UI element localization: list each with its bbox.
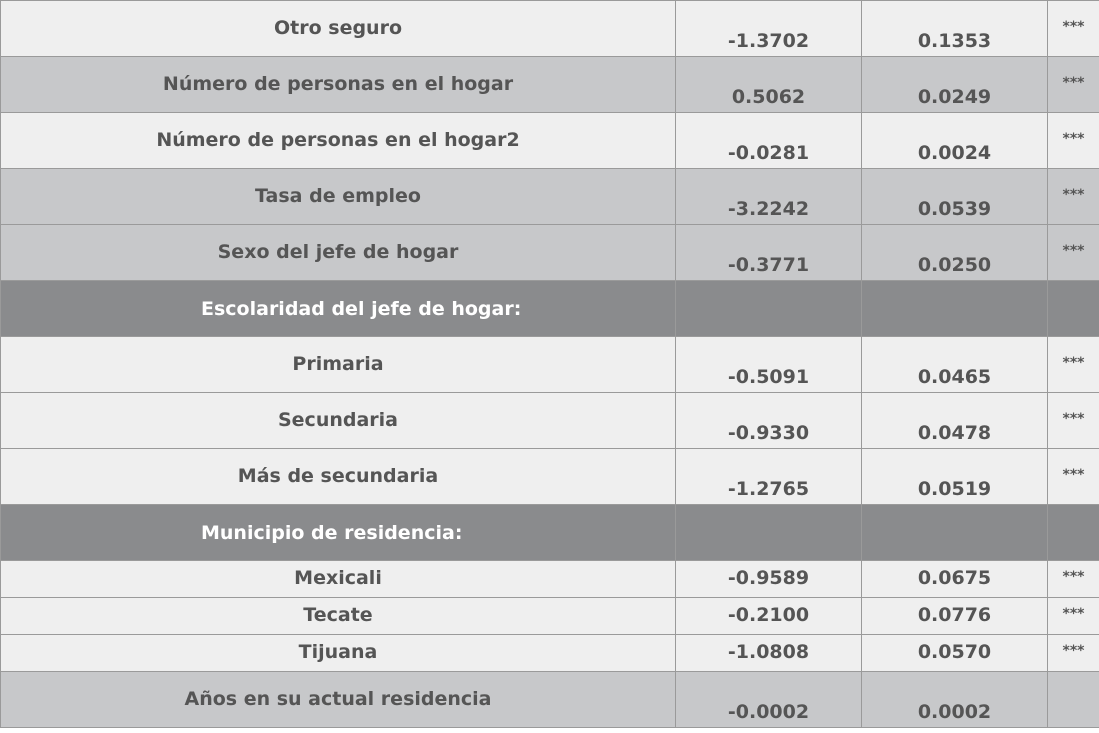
coefficient-cell: -0.0002 — [676, 672, 862, 728]
significance-cell: *** — [1048, 1, 1099, 57]
variable-label: Secundaria — [1, 393, 676, 449]
std-error-cell: 0.0024 — [862, 113, 1048, 169]
variable-label: Años en su actual residencia — [1, 672, 676, 728]
coefficient-cell — [676, 505, 862, 561]
table-row — [1, 449, 1099, 505]
table-row — [1, 598, 1099, 635]
variable-label: Tasa de empleo — [1, 169, 676, 225]
variable-label: Otro seguro — [1, 1, 676, 57]
std-error-cell — [862, 505, 1048, 561]
table-row — [1, 393, 1099, 449]
coefficient-cell: -0.9330 — [676, 393, 862, 449]
coefficient-cell: -1.2765 — [676, 449, 862, 505]
table-row — [1, 113, 1099, 169]
std-error-cell: 0.0465 — [862, 337, 1048, 393]
significance-cell: *** — [1048, 337, 1099, 393]
variable-label: Primaria — [1, 337, 676, 393]
significance-cell: *** — [1048, 635, 1099, 672]
significance-cell: *** — [1048, 449, 1099, 505]
variable-label: Número de personas en el hogar2 — [1, 113, 676, 169]
std-error-cell: 0.0776 — [862, 598, 1048, 635]
variable-label: Número de personas en el hogar — [1, 57, 676, 113]
significance-cell: *** — [1048, 169, 1099, 225]
section-header-label: Municipio de residencia: — [1, 505, 676, 561]
significance-cell: *** — [1048, 57, 1099, 113]
significance-cell: *** — [1048, 561, 1099, 598]
coefficient-cell: -1.3702 — [676, 1, 862, 57]
variable-label: Tijuana — [1, 635, 676, 672]
coefficient-cell: -0.2100 — [676, 598, 862, 635]
std-error-cell: 0.0519 — [862, 449, 1048, 505]
section-header-label: Escolaridad del jefe de hogar: — [1, 281, 676, 337]
std-error-cell: 0.0539 — [862, 169, 1048, 225]
significance-cell: *** — [1048, 393, 1099, 449]
table-row — [1, 57, 1099, 113]
coefficient-cell: 0.5062 — [676, 57, 862, 113]
coefficient-cell: -0.3771 — [676, 225, 862, 281]
std-error-cell: 0.0478 — [862, 393, 1048, 449]
std-error-cell: 0.0002 — [862, 672, 1048, 728]
table-row — [1, 1, 1099, 57]
table-row — [1, 169, 1099, 225]
table-row — [1, 635, 1099, 672]
std-error-cell: 0.1353 — [862, 1, 1048, 57]
variable-label: Más de secundaria — [1, 449, 676, 505]
coefficient-cell — [676, 281, 862, 337]
std-error-cell: 0.0250 — [862, 225, 1048, 281]
section-header-row — [1, 505, 1099, 561]
coefficient-cell: -0.9589 — [676, 561, 862, 598]
variable-label: Mexicali — [1, 561, 676, 598]
table-row — [1, 561, 1099, 598]
variable-label: Tecate — [1, 598, 676, 635]
table-row — [1, 225, 1099, 281]
variable-label: Sexo del jefe de hogar — [1, 225, 676, 281]
table-row — [1, 337, 1099, 393]
significance-cell — [1048, 505, 1099, 561]
significance-cell: *** — [1048, 113, 1099, 169]
section-header-row — [1, 281, 1099, 337]
std-error-cell — [862, 281, 1048, 337]
coefficient-cell: -0.5091 — [676, 337, 862, 393]
significance-cell: *** — [1048, 598, 1099, 635]
significance-cell: *** — [1048, 225, 1099, 281]
table-row — [1, 672, 1099, 728]
std-error-cell: 0.0249 — [862, 57, 1048, 113]
coefficient-cell: -3.2242 — [676, 169, 862, 225]
significance-cell — [1048, 672, 1099, 728]
std-error-cell: 0.0570 — [862, 635, 1048, 672]
significance-cell — [1048, 281, 1099, 337]
coefficient-cell: -0.0281 — [676, 113, 862, 169]
std-error-cell: 0.0675 — [862, 561, 1048, 598]
coefficient-cell: -1.0808 — [676, 635, 862, 672]
